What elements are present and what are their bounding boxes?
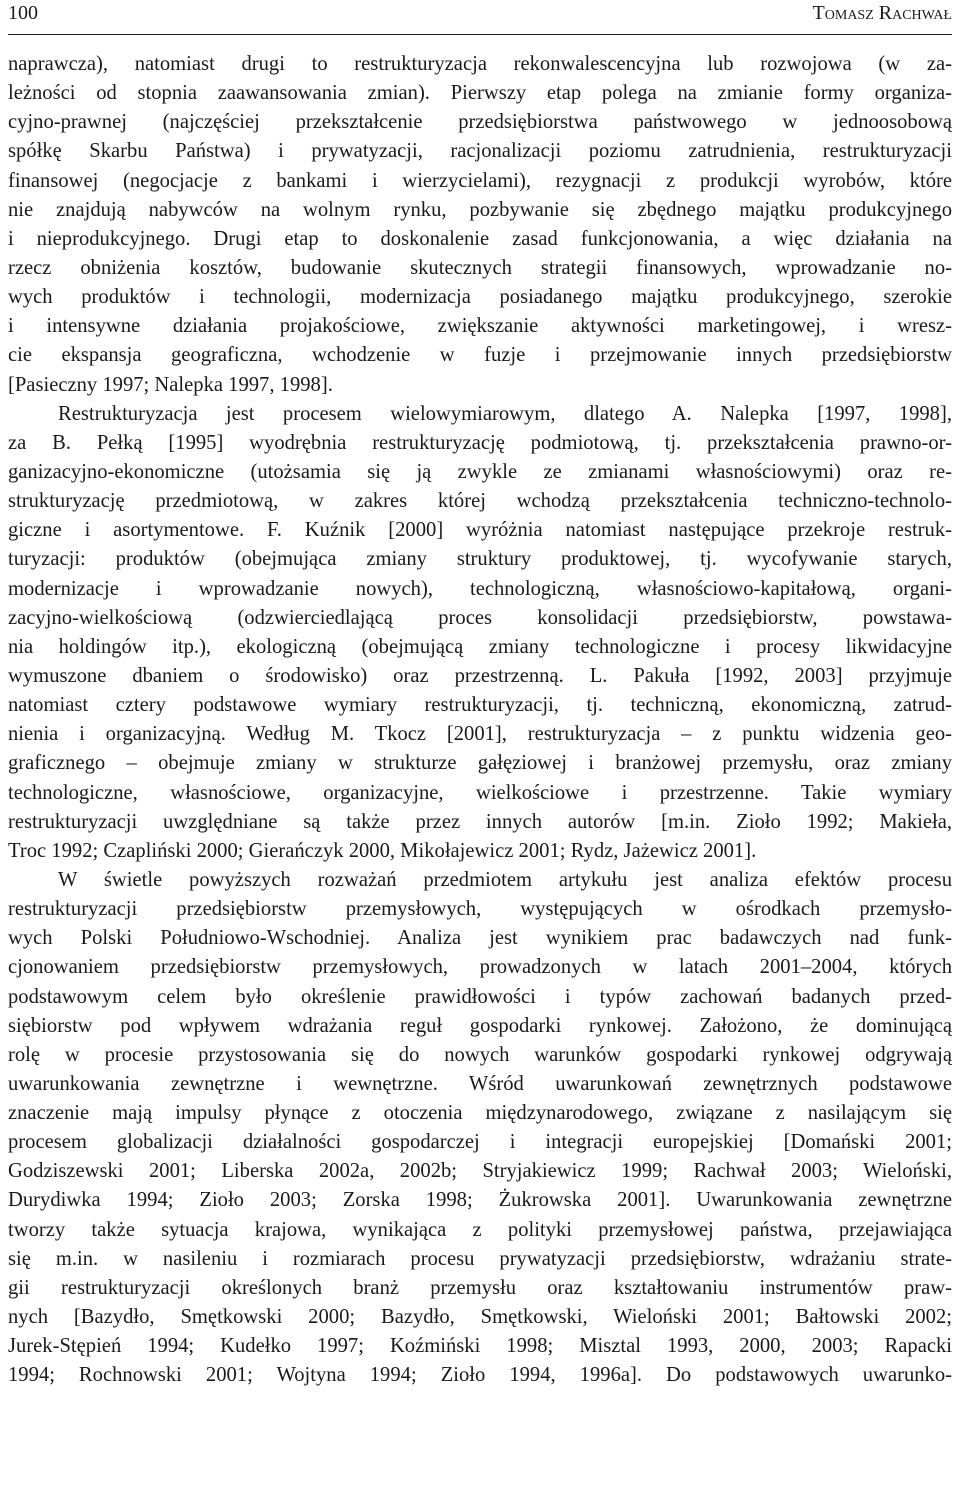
- text-line: [Pasieczny 1997; Nalepka 1997, 1998].: [8, 373, 333, 396]
- text-line: nia holdingów itp.), ekologiczną (obejmującą zmiany technologiczne i procesy likwidacyjne: [8, 635, 952, 658]
- text-line: uwarunkowania zewnętrzne i wewnętrzne. Wśród uwarunkowań zewnętrznych podstawowe: [8, 1072, 952, 1095]
- text-line: Jurek-Stępień 1994; Kudełko 1997; Koźmiński 1998; Misztal 1993, 2000, 2003; Rapacki: [8, 1335, 952, 1358]
- text-line: za B. Pełką [1995] wyodrębnia restrukturyzację podmiotową, tj. przekształcenia prawno-or-: [8, 431, 952, 454]
- page-header: [8, 0, 952, 35]
- text-line: Godziszewski 2001; Liberska 2002a, 2002b; Stryjakiewicz 1999; Rachwał 2003; Wieloński,: [8, 1160, 952, 1183]
- text-line: restrukturyzacji przedsiębiorstw przemysłowych, występujących w ośrodkach przemysło-: [8, 898, 952, 921]
- text-line: rolę w procesie przystosowania się do nowych warunków gospodarki rynkowej odgrywają: [8, 1043, 952, 1066]
- text-line: rzecz obniżenia kosztów, budowanie skutecznych strategii finansowych, wprowadzanie no-: [8, 256, 952, 279]
- body-text: [8, 50, 952, 1390]
- text-line: strukturyzację przedmiotową, w zakres której wchodzą przekształcenia techniczno-technolo-: [8, 490, 952, 513]
- text-line: cyjno-prawnej (najczęściej przekształcenie przedsiębiorstwa państwowego w jednoosobową: [8, 111, 952, 134]
- text-line: siębiorstw pod wpływem wdrażania reguł gospodarki rynkowej. Założono, że dominującą: [8, 1014, 952, 1037]
- text-line: cjonowaniem przedsiębiorstw przemysłowych, prowadzonych w latach 2001–2004, których: [8, 956, 952, 979]
- text-line: giczne i asortymentowe. F. Kuźnik [2000] wyróżnia natomiast następujące przekroje restruk-: [8, 519, 952, 542]
- text-line: i nieprodukcyjnego. Drugi etap to doskonalenie zasad funkcjonowania, a więc działania na: [8, 227, 952, 250]
- text-line: spółkę Skarbu Państwa) i prywatyzacji, racjonalizacji poziomu zatrudnienia, restrukturyzacji: [8, 140, 952, 163]
- text-line: naprawcza), natomiast drugi to restrukturyzacja rekonwalescencyjna lub rozwojowa (w za-: [8, 53, 952, 75]
- text-line: znaczenie mają impulsy płynące z otoczenia międzynarodowego, związane z nasilającym się: [8, 1102, 952, 1125]
- text-line: nienia i organizacyjną. Według M. Tkocz [2001], restrukturyzacja – z punktu widzenia geo-: [8, 723, 952, 746]
- text-line: cie ekspansja geograficzna, wchodzenie w fuzje i przejmowanie innych przedsiębiorstw: [8, 344, 952, 367]
- text-line: ganizacyjno-ekonomiczne (utożsamia się ją zwykle ze zmianami własnościowymi) oraz re-: [8, 460, 952, 483]
- text-line: wych Polski Południowo-Wschodniej. Analiza jest wynikiem prac badawczych nad funk-: [8, 927, 952, 950]
- text-line: graficznego – obejmuje zmiany w strukturze gałęziowej i branżowej przemysłu, oraz zmiany: [8, 752, 952, 775]
- text-line: wymuszone dbaniem o środowisko) oraz przestrzenną. L. Pakuła [1992, 2003] przyjmuje: [8, 664, 952, 687]
- text-line: W świetle powyższych rozważań przedmiotem artykułu jest analiza efektów procesu: [58, 868, 952, 891]
- text-line: wych produktów i technologii, modernizacja posiadanego majątku produkcyjnego, szerokie: [8, 286, 952, 309]
- text-line: nych [Bazydło, Smętkowski 2000; Bazydło, Smętkowski, Wieloński 2001; Bałtowski 2002;: [8, 1306, 952, 1329]
- text-line: Troc 1992; Czapliński 2000; Gierańczyk 2000, Mikołajewicz 2001; Rydz, Jażewicz 2001].: [8, 839, 757, 862]
- text-line: gii restrukturyzacji określonych branż przemysłu oraz kształtowaniu instrumentów praw-: [8, 1276, 952, 1299]
- text-line: Restrukturyzacja jest procesem wielowymiarowym, dlatego A. Nalepka [1997, 1998],: [58, 402, 952, 425]
- text-line: 1994; Rochnowski 2001; Wojtyna 1994; Zioło 1994, 1996a]. Do podstawowych uwarunko-: [8, 1364, 952, 1387]
- text-line: procesem globalizacji działalności gospodarczej i integracji europejskiej [Domański 2001;: [8, 1131, 952, 1154]
- text-line: nie znajdują nabywców na wolnym rynku, pozbywanie się zbędnego majątku produkcyjnego: [8, 198, 952, 221]
- text-line: turyzacji: produktów (obejmująca zmiany struktury produktowej, tj. wycofywanie starych,: [8, 548, 952, 571]
- text-line: finansowej (negocjacje z bankami i wierzycielami), rezygnacji z produkcji wyrobów, które: [8, 169, 952, 192]
- text-line: zacyjno-wielkościową (odzwierciedlającą proces konsolidacji przedsiębiorstw, powstawa-: [8, 606, 952, 629]
- text-line: modernizacje i wprowadzanie nowych), technologiczną, własnościowo-kapitałową, organi-: [8, 577, 952, 600]
- text-line: podstawowym celem było określenie prawidłowości i typów zachowań badanych przed-: [8, 985, 952, 1008]
- running-head-author: Tomasz Rachwał: [812, 2, 952, 24]
- text-line: restrukturyzacji uwzględniane są także przez innych autorów [m.in. Zioło 1992; Makieła,: [8, 810, 952, 833]
- text-line: się m.in. w nasileniu i rozmiarach procesu prywatyzacji przedsiębiorstw, wdrażaniu strate-: [8, 1247, 952, 1270]
- text-line: natomiast cztery podstawowe wymiary restrukturyzacji, tj. techniczną, ekonomiczną, zatrud-: [8, 694, 952, 717]
- text-line: technologiczne, własnościowe, organizacyjne, wielkościowe i przestrzenne. Takie wymiary: [8, 781, 952, 804]
- text-line: tworzy także sytuacja krajowa, wynikająca z polityki przemysłowej państwa, przejawiająca: [8, 1218, 952, 1241]
- text-line: Durydiwka 1994; Zioło 2003; Zorska 1998; Żukrowska 2001]. Uwarunkowania zewnętrzne: [8, 1189, 952, 1212]
- page-number: 100: [8, 2, 38, 24]
- text-line: i intensywne działania projakościowe, zwiększanie aktywności marketingowej, i wresz-: [8, 315, 952, 338]
- text-line: leżności od stopnia zaawansowania zmian). Pierwszy etap polega na zmianie formy organiza-: [8, 82, 952, 105]
